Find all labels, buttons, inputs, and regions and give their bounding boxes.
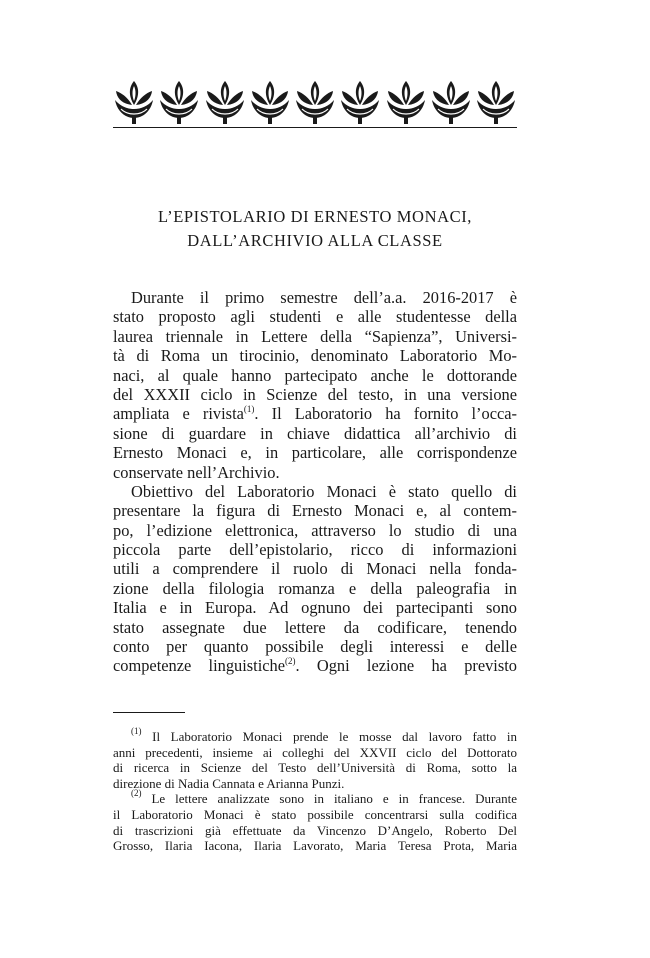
lotus-ornament-icon [385, 78, 427, 124]
article-title [113, 205, 517, 253]
body-line: tà di Roma un tirocinio, denominato Laboratorio Mo- [113, 346, 517, 366]
title-line: DALL’ARCHIVIO ALLA CLASSE [187, 231, 443, 250]
footnote-marker: (1) [131, 726, 142, 736]
body-line: del XXXII ciclo in Scienze del testo, in una versione [113, 384, 517, 404]
body-line: laurea triennale in Lettere della “Sapienza”, Universi- [113, 326, 517, 346]
lotus-ornament-icon [158, 78, 200, 124]
footnote-line: Grosso, Ilaria Iacona, Ilaria Lavorato, Maria Teresa Prota, Maria [113, 838, 517, 854]
body-line: Ernesto Monaci e, in particolare, alle corrispondenze [113, 443, 517, 463]
footnote-text-run: Le lettere analizzate sono in italiano e in francese. Durante [141, 791, 517, 807]
footnote-ref[interactable]: (1) [243, 404, 255, 415]
footnote-line: di trascrizioni già effettuate da Vincenzo D’Angelo, Roberto Del [113, 822, 517, 838]
body-line [113, 656, 517, 675]
body-line: naci, al quale hanno partecipato anche le dottorande [113, 365, 517, 385]
body-text-run: competenze linguistiche [113, 656, 285, 676]
footnote-separator [113, 712, 185, 713]
body-line: Durante il primo semestre dell’a.a. 2016-2017 è [131, 288, 517, 307]
footnote-line: anni precedenti, insieme ai colleghi del XXVII ciclo del Dottorato [113, 744, 517, 760]
footnote-text-run: Il Laboratorio Monaci prende le mosse dal lavoro fatto in [141, 729, 517, 744]
header-rule [113, 127, 517, 128]
footnote-line: direzione di Nadia Cannata e Arianna Punzi. [113, 775, 345, 791]
lotus-ornament-icon [475, 78, 517, 124]
header-ornament-band [113, 76, 517, 124]
body-line: utili a comprendere il ruolo di Monaci nella fonda- [113, 559, 517, 579]
body-line: conto per quanto possibile degli interessi e delle [113, 637, 517, 657]
lotus-ornament-icon [294, 78, 336, 124]
body-line: conservate nell’Archivio. [113, 462, 280, 482]
body-line: presentare la figura di Ernesto Monaci e, al contem- [113, 501, 517, 521]
body-line: Italia e in Europa. Ad ognuno dei partecipanti sono [113, 598, 517, 618]
body-line [113, 404, 517, 423]
footnote-line [113, 726, 517, 745]
lotus-ornament-icon [339, 78, 381, 124]
body-line: stato proposto agli studenti e alle studentesse della [113, 307, 517, 327]
footnote-marker: (2) [131, 788, 142, 799]
title-line: L’EPISTOLARIO DI ERNESTO MONACI, [157, 207, 473, 226]
body-line: stato assegnate due lettere da codificare, tenendo [113, 617, 517, 637]
body-line: po, l’edizione elettronica, attraverso lo studio di una [113, 520, 517, 540]
footnote-line [113, 788, 517, 807]
lotus-ornament-icon [204, 78, 246, 124]
footnote-line: di ricerca in Scienze del Testo dell’Università di Roma, sotto la [113, 760, 517, 776]
lotus-ornament-icon [249, 78, 291, 124]
footnote-line: il Laboratorio Monaci è stato possibile concentrarsi sulla codifica [113, 806, 517, 822]
body-line: Obiettivo del Laboratorio Monaci è stato quello di [131, 481, 517, 501]
body-text [113, 288, 517, 676]
body-text-run: . Ogni lezione ha previsto [295, 656, 517, 676]
lotus-ornament-icon [430, 78, 472, 124]
lotus-ornament-icon [113, 78, 155, 124]
body-line: piccola parte dell’epistolario, ricco di informazioni [113, 540, 517, 560]
body-text-run: . Il Laboratorio ha fornito l’occa- [254, 404, 517, 424]
body-text-run: ampliata e rivista [113, 404, 244, 424]
body-line: sione di guardare in chiave didattica all’archivio di [113, 423, 517, 443]
footnote-ref[interactable]: (2) [285, 656, 296, 667]
footnotes [113, 726, 517, 854]
body-line: zione della filologia romanza e della paleografia in [113, 578, 517, 598]
